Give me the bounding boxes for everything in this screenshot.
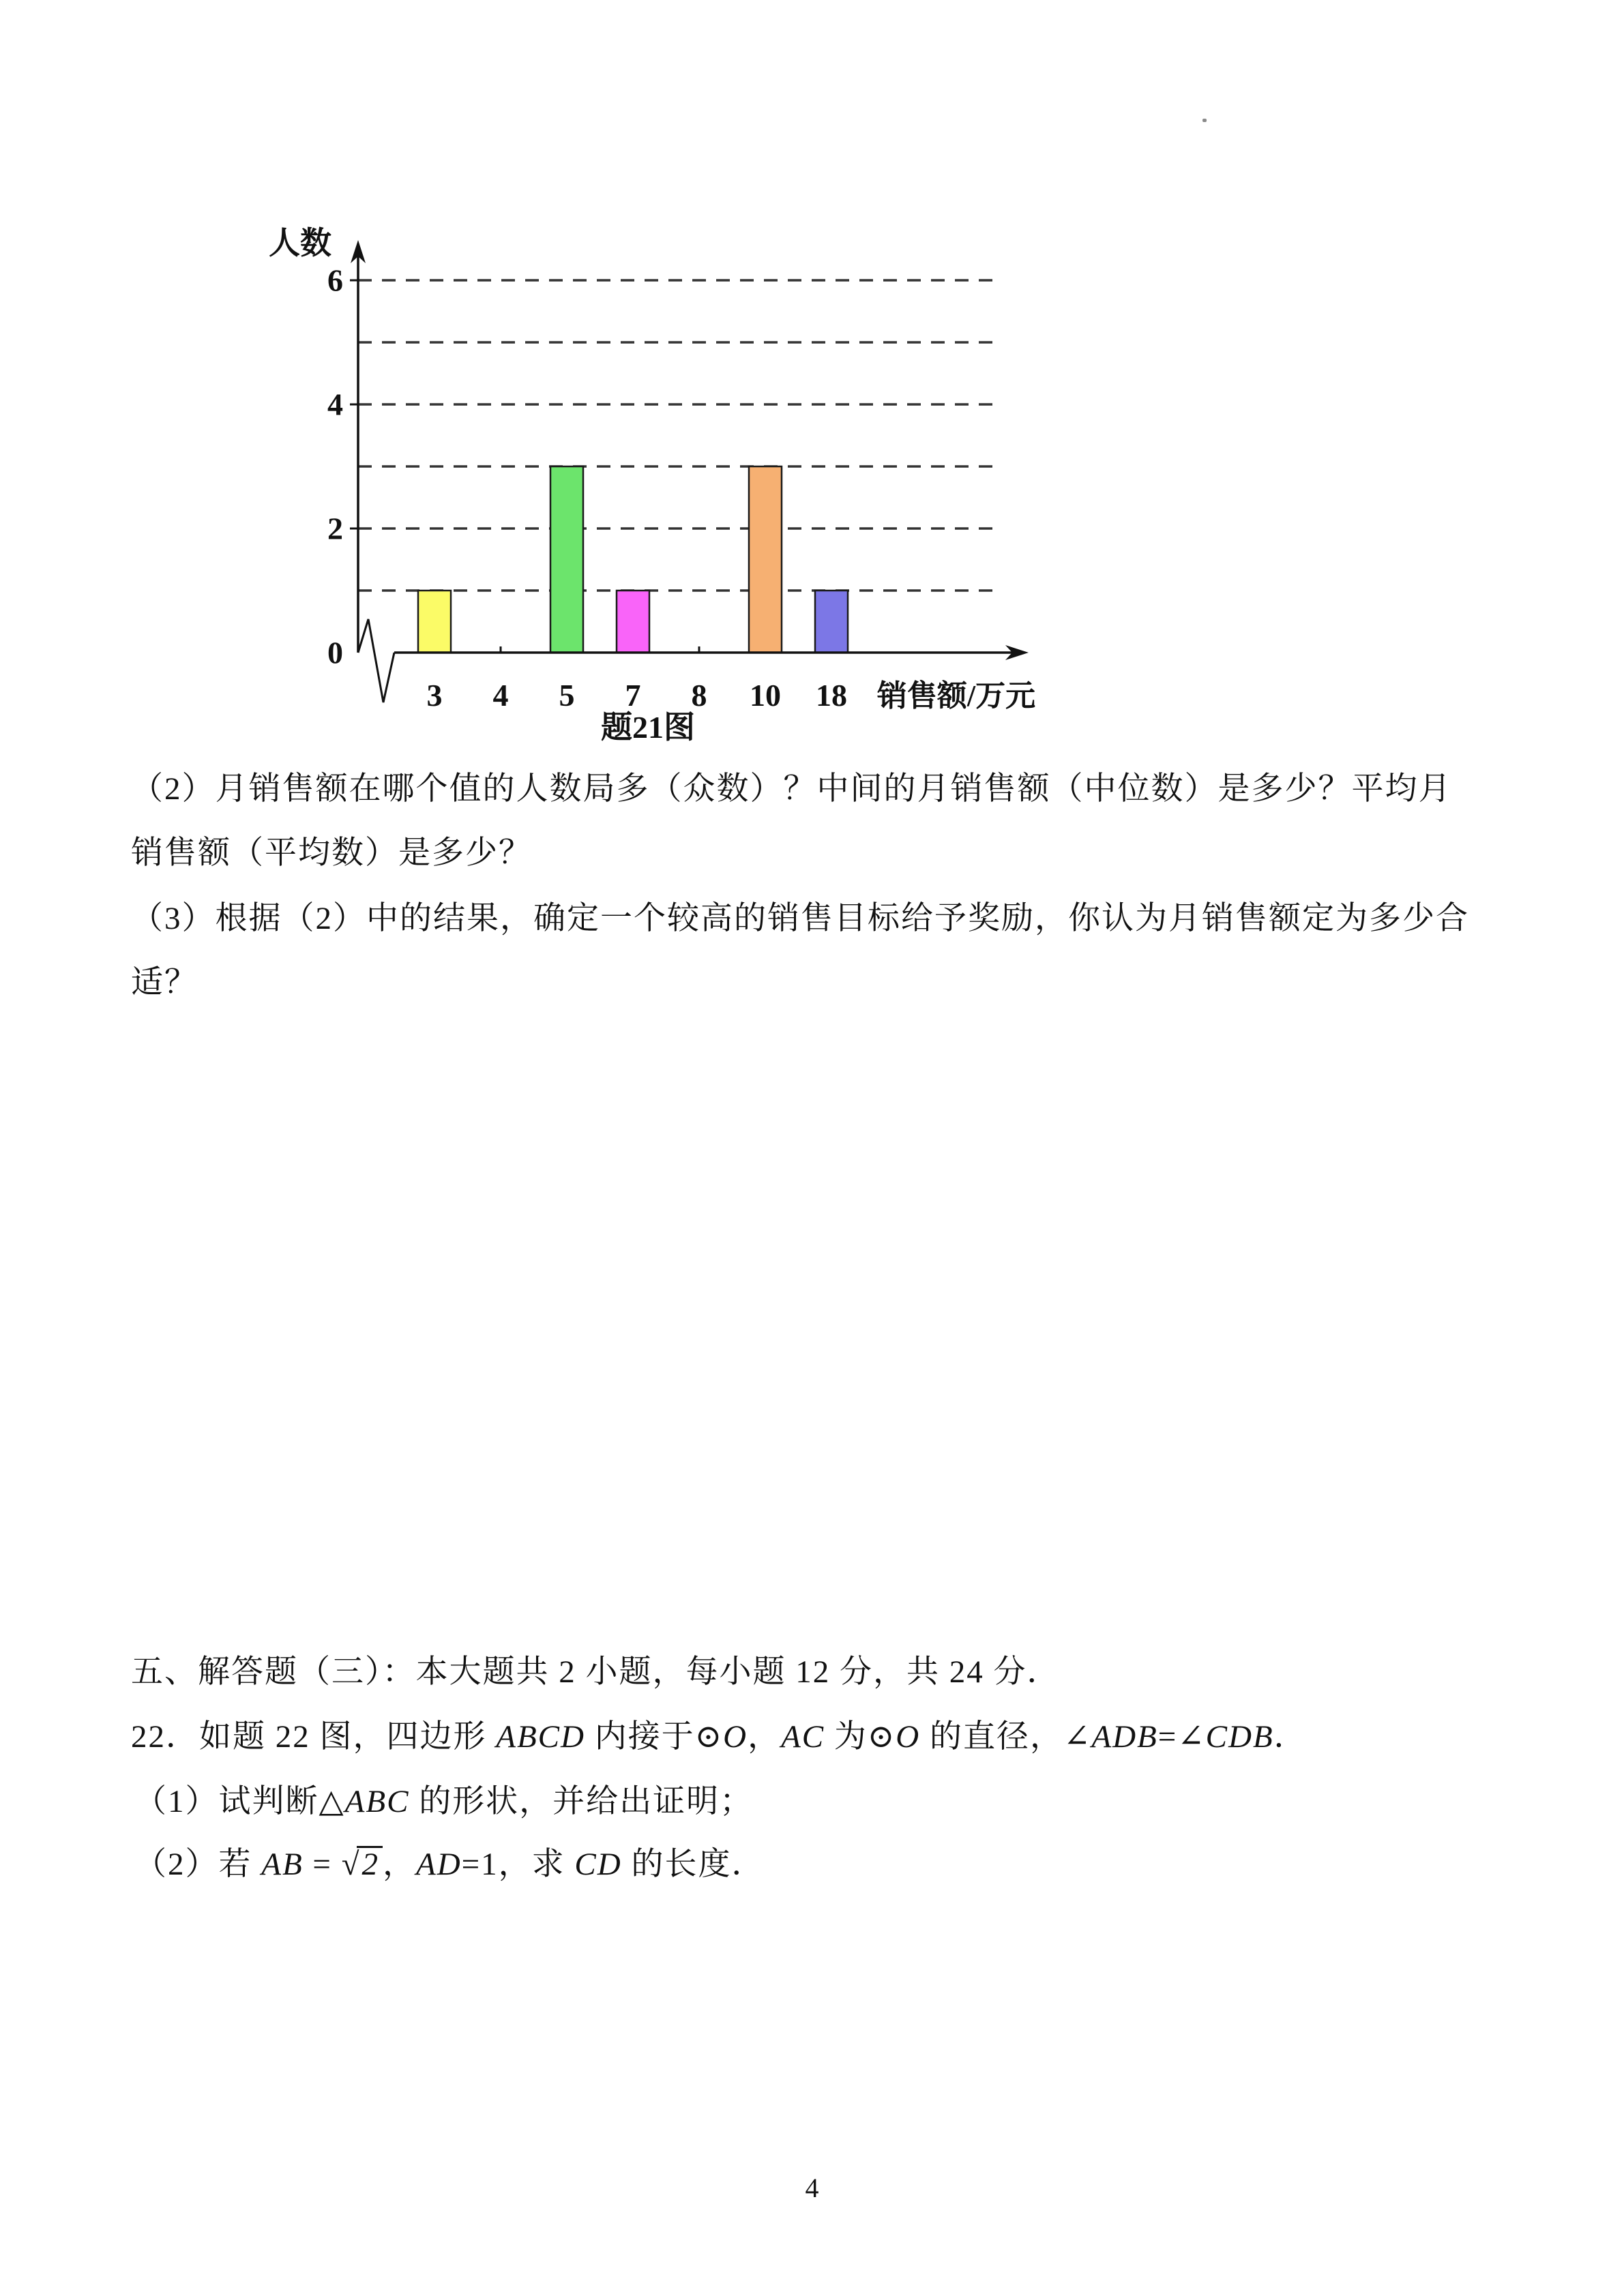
bar-3 xyxy=(418,591,451,653)
q21-part3-text-line2: 适？ xyxy=(131,965,198,1000)
bar-7 xyxy=(617,591,649,653)
q21-part2-text-line1: （2）月销售额在哪个值的人数局多（众数）？中间的月销售额（中位数）是多少？平均月 xyxy=(131,771,1452,807)
axis-break-icon xyxy=(358,619,394,702)
y-tick-label-2: 2 xyxy=(327,511,343,546)
q21-part2-text-line2: 销售额（平均数）是多少？ xyxy=(131,835,532,871)
sqrt-expression: √2 xyxy=(342,1845,383,1885)
x-tick-label-7: 7 xyxy=(625,678,641,713)
bar-18 xyxy=(815,591,848,653)
section5-header: 五、解答题（三）：本大题共 2 小题，每小题 12 分，共 24 分． xyxy=(131,1654,1061,1690)
x-tick-label-4: 4 xyxy=(492,678,509,713)
chart-caption: 题21图 xyxy=(601,710,695,745)
x-tick-label-8: 8 xyxy=(691,678,707,713)
x-tick-label-3: 3 xyxy=(426,678,443,713)
q22-stem: 22．如题 22 图，四边形 ABCD 内接于⊙O，AC 为⊙O 的直径，∠ADB=∠CDB． xyxy=(131,1719,1308,1755)
q22-part1: （1）试判断△ABC 的形状，并给出证明； xyxy=(134,1784,754,1819)
x-axis-title: 销售额/万元 xyxy=(876,679,1036,713)
x-tick-label-18: 18 xyxy=(816,678,847,713)
y-axis-title: 人数 xyxy=(269,226,331,260)
bar-chart-q21 xyxy=(205,184,1057,757)
y-tick-label-4: 4 xyxy=(327,387,343,422)
y-tick-label-0: 0 xyxy=(327,635,343,670)
page-number: 4 xyxy=(805,2173,819,2203)
q21-part3-text-line1: （3）根据（2）中的结果，确定一个较高的销售目标给予奖励，你认为月销售额定为多少合 xyxy=(131,901,1469,936)
x-tick-label-10: 10 xyxy=(750,678,781,713)
bar-5 xyxy=(550,466,583,653)
y-tick-label-6: 6 xyxy=(327,263,343,298)
bar-10 xyxy=(749,466,782,653)
stray-mark xyxy=(1202,119,1207,122)
q22-part2: （2）若 AB = √2 ，AD=1，求 CD 的长度． xyxy=(134,1845,765,1885)
x-tick-label-5: 5 xyxy=(559,678,575,713)
